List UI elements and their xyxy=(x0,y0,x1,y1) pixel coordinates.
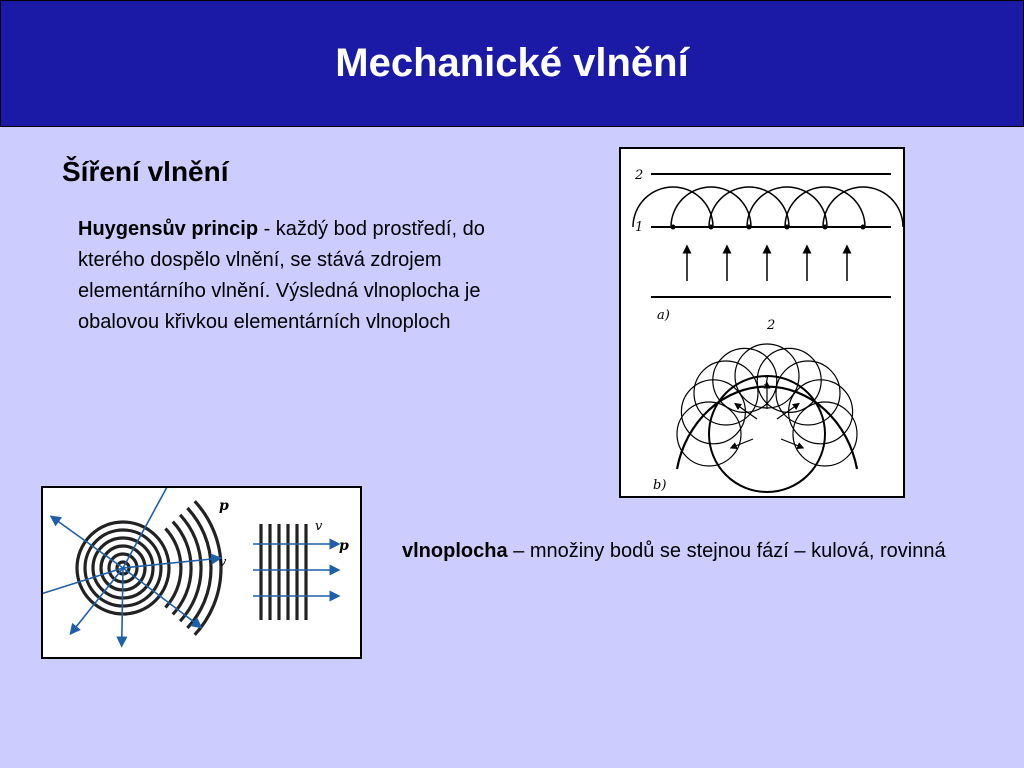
radial-arrow xyxy=(733,439,753,447)
huygens-paragraph xyxy=(78,214,548,338)
label-top-1: 1 xyxy=(635,220,644,235)
label-bottom-2: 2 xyxy=(767,318,776,333)
elementary-arc xyxy=(709,187,789,227)
label-b: b) xyxy=(653,478,667,493)
ray-arrow xyxy=(73,568,123,631)
slide-header xyxy=(0,0,1024,127)
huygens-lines xyxy=(633,174,903,492)
huygens-term: Huygensův princip xyxy=(78,218,259,240)
label-v-left: v xyxy=(219,555,227,570)
label-p-top: p xyxy=(219,498,229,514)
wavefront-lines xyxy=(43,488,335,642)
ray-arrow xyxy=(54,519,123,568)
elementary-arc xyxy=(747,187,827,227)
elementary-arc xyxy=(671,187,751,227)
section-heading: Šíření vlnění xyxy=(62,156,229,187)
huygens-figure xyxy=(619,147,905,498)
wavefront-diagram xyxy=(43,488,360,657)
huygens-text: - každý bod prostředí, do kterého dospělo vlnění, se stává zdrojem elementárního vlnění. Výsledná vlnoplocha je obalovou křivkou elementárních vlnoploch xyxy=(78,218,485,333)
wavefront-paragraph xyxy=(402,536,962,567)
wavefront-term: vlnoplocha xyxy=(402,540,508,562)
label-a: a) xyxy=(657,308,670,323)
label-top-2: 2 xyxy=(635,168,644,183)
source-point xyxy=(861,225,866,230)
elementary-arc xyxy=(633,187,713,227)
ray-arrow xyxy=(122,568,123,642)
slide-title: Mechanické vlnění xyxy=(335,41,689,85)
elementary-arc xyxy=(785,187,865,227)
huygens-diagram xyxy=(621,149,903,496)
label-bottom-1: 1 xyxy=(763,374,771,388)
elementary-arc xyxy=(823,187,903,227)
radial-arrow xyxy=(781,439,801,447)
wavefront-text: – množiny bodů se stejnou fází – kulová, rovinná xyxy=(507,540,946,562)
label-v-right: v xyxy=(315,519,323,534)
label-p-right: p xyxy=(339,538,349,554)
wavefront-figure xyxy=(41,486,362,659)
